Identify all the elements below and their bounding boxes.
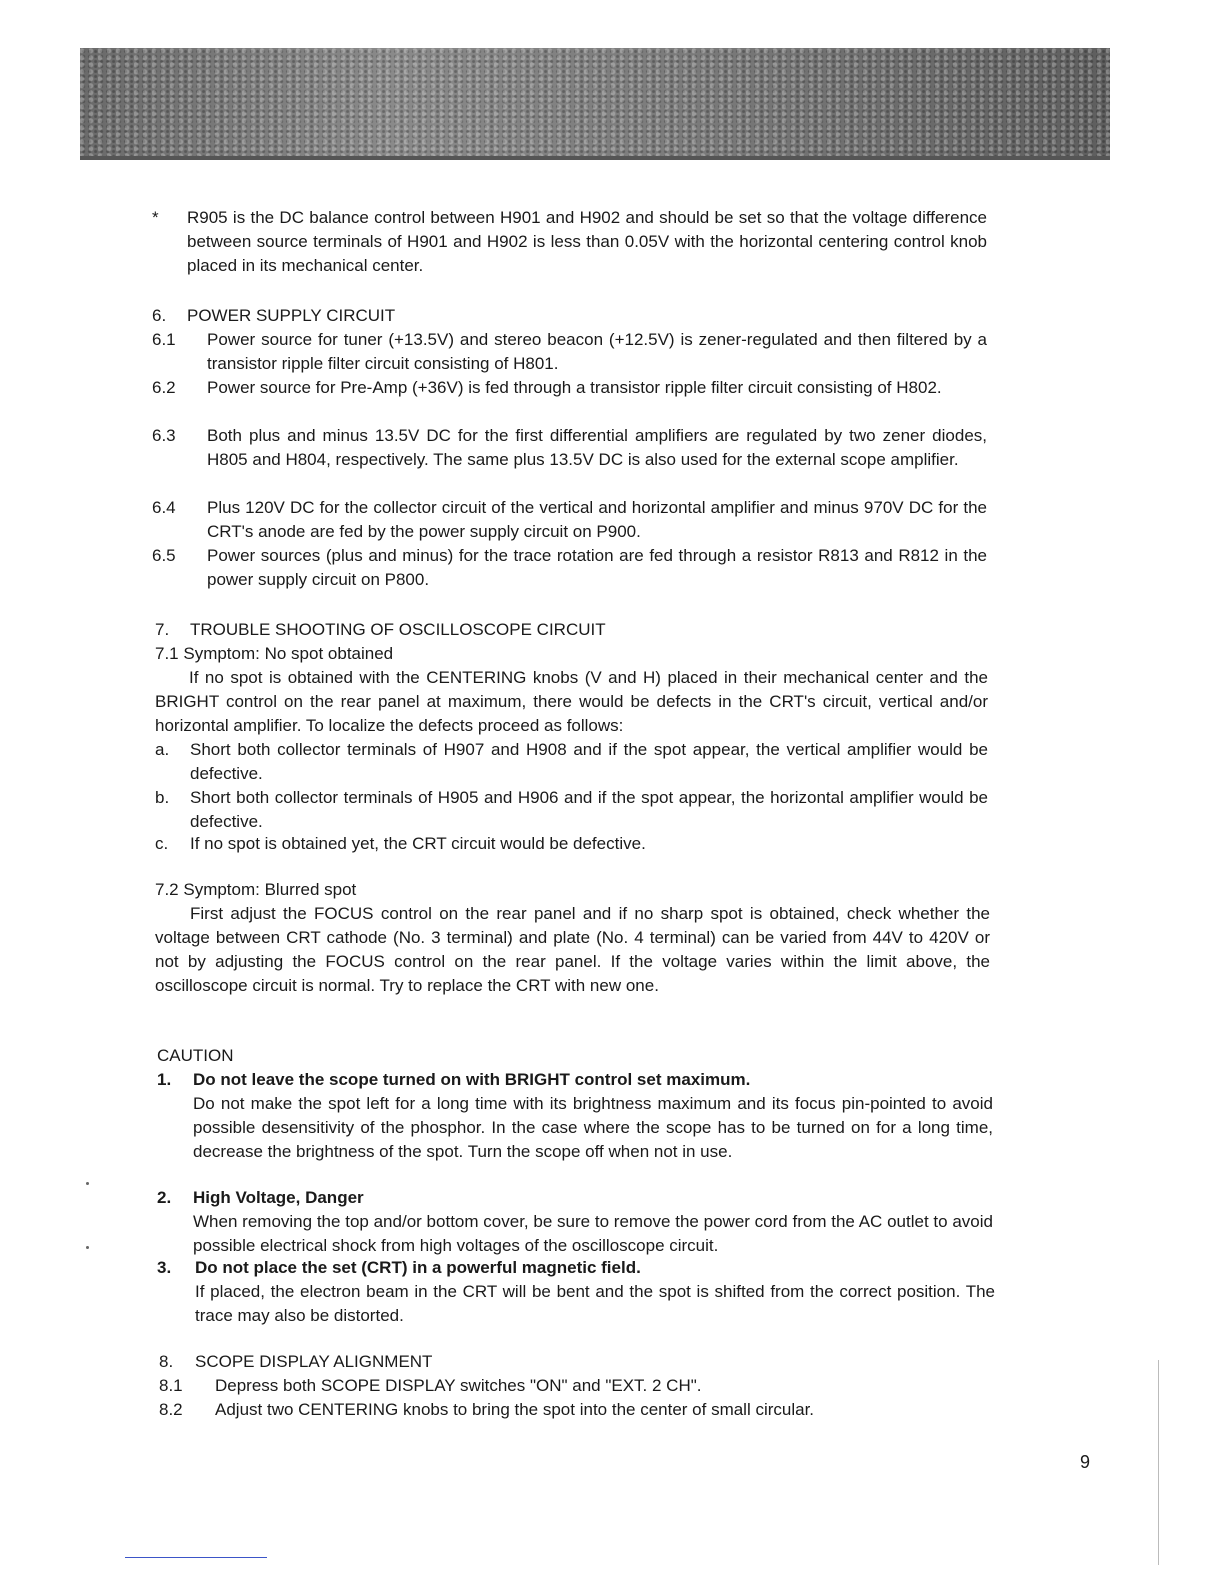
item-6-2-text: Power source for Pre-Amp (+36V) is fed through a transistor ripple filter circuit consisting of H802. [207, 378, 942, 397]
item-6-3-number: 6.3 [152, 426, 176, 445]
section-8-title: SCOPE DISPLAY ALIGNMENT [195, 1352, 433, 1371]
step-b-label: b. [155, 788, 170, 807]
item-6-5-number: 6.5 [152, 546, 176, 565]
section-8-number: 8. [159, 1352, 174, 1371]
footer-rule [125, 1557, 267, 1558]
caution-2-text: When removing the top and/or bottom cover, be sure to remove the power cord from the AC outlet to avoid possible electrical shock from high voltages of the oscilloscope circuit. [193, 1212, 993, 1255]
subsection-7-2-text: First adjust the FOCUS control on the rear panel and if no sharp spot is obtained, check whether the voltage between CRT cathode (No. 3 terminal) and plate (No. 4 terminal) can be varied from 44V to 420V or not by adjusting the FOCUS control on the rear panel. If the voltage varies within the limit above, the oscilloscope circuit is normal. Try to replace the CRT with new one. [155, 904, 990, 995]
item-6-4-text: Plus 120V DC for the collector circuit of the vertical and horizontal amplifier and minus 970V DC for the CRT's anode are fed by the power supply circuit on P900. [207, 498, 987, 541]
step-c-text: If no spot is obtained yet, the CRT circuit would be defective. [190, 834, 646, 853]
scan-speck [86, 1182, 89, 1185]
scan-edge-line [1158, 1360, 1159, 1565]
item-8-1-number: 8.1 [159, 1376, 183, 1395]
subsection-7-1-heading: 7.1 Symptom: No spot obtained [155, 644, 394, 663]
caution-1-text: Do not make the spot left for a long time with its brightness maximum and its focus pin-pointed to avoid possible desensitivity of the phosphor. In the case where the scope has to be turned on for a long time, decrease the brightness of the spot. Turn the scope off when not in use. [193, 1094, 993, 1161]
item-6-2-number: 6.2 [152, 378, 176, 397]
item-8-2-number: 8.2 [159, 1400, 183, 1419]
item-8-2-text: Adjust two CENTERING knobs to bring the spot into the center of small circular. [215, 1400, 815, 1419]
caution-3-heading: Do not place the set (CRT) in a powerful magnetic field. [195, 1258, 641, 1277]
caution-title: CAUTION [157, 1046, 234, 1065]
item-6-1-number: 6.1 [152, 330, 176, 349]
caution-3-text: If placed, the electron beam in the CRT will be bent and the spot is shifted from the correct position. The trace may also be distorted. [195, 1282, 995, 1325]
section-7-title: TROUBLE SHOOTING OF OSCILLOSCOPE CIRCUIT [190, 620, 606, 639]
scan-speck [86, 1246, 89, 1249]
header-banner [80, 48, 1110, 160]
step-a-label: a. [155, 740, 170, 759]
step-c-label: c. [155, 834, 169, 853]
section-6-number: 6. [152, 306, 167, 325]
step-b-text: Short both collector terminals of H905 and H906 and if the spot appear, the horizontal amplifier would be defective. [190, 788, 988, 831]
caution-1-number: 1. [157, 1070, 172, 1089]
caution-3-number: 3. [157, 1258, 172, 1277]
note-marker: * [152, 208, 159, 227]
item-6-5-text: Power sources (plus and minus) for the trace rotation are fed through a resistor R813 and R812 in the power supply circuit on P800. [207, 546, 987, 589]
caution-2-number: 2. [157, 1188, 172, 1207]
caution-1-heading: Do not leave the scope turned on with BRIGHT control set maximum. [193, 1070, 751, 1089]
note-text: R905 is the DC balance control between H901 and H902 and should be set so that the voltage difference between source terminals of H901 and H902 is less than 0.05V with the horizontal centering control knob placed in its mechanical center. [187, 208, 987, 275]
section-6-title: POWER SUPPLY CIRCUIT [187, 306, 396, 325]
subsection-7-2-heading: 7.2 Symptom: Blurred spot [155, 880, 357, 899]
step-a-text: Short both collector terminals of H907 and H908 and if the spot appear, the vertical amplifier would be defective. [190, 740, 988, 783]
section-7-number: 7. [155, 620, 170, 639]
page-number: 9 [1080, 1452, 1091, 1472]
subsection-7-1-text: If no spot is obtained with the CENTERING knobs (V and H) placed in their mechanical center and the BRIGHT control on the rear panel at maximum, there would be defects in the CRT's circuit, vertical and/or horizontal amplifier. To localize the defects proceed as follows: [155, 668, 988, 735]
item-6-3-text: Both plus and minus 13.5V DC for the first differential amplifiers are regulated by two zener diodes, H805 and H804, respectively. The same plus 13.5V DC is also used for the external scope amplifier. [207, 426, 987, 469]
caution-2-heading: High Voltage, Danger [193, 1188, 364, 1207]
item-6-4-number: 6.4 [152, 498, 176, 517]
item-6-1-text: Power source for tuner (+13.5V) and stereo beacon (+12.5V) is zener-regulated and then filtered by a transistor ripple filter circuit consisting of H801. [207, 330, 987, 373]
item-8-1-text: Depress both SCOPE DISPLAY switches "ON" and "EXT. 2 CH". [215, 1376, 702, 1395]
